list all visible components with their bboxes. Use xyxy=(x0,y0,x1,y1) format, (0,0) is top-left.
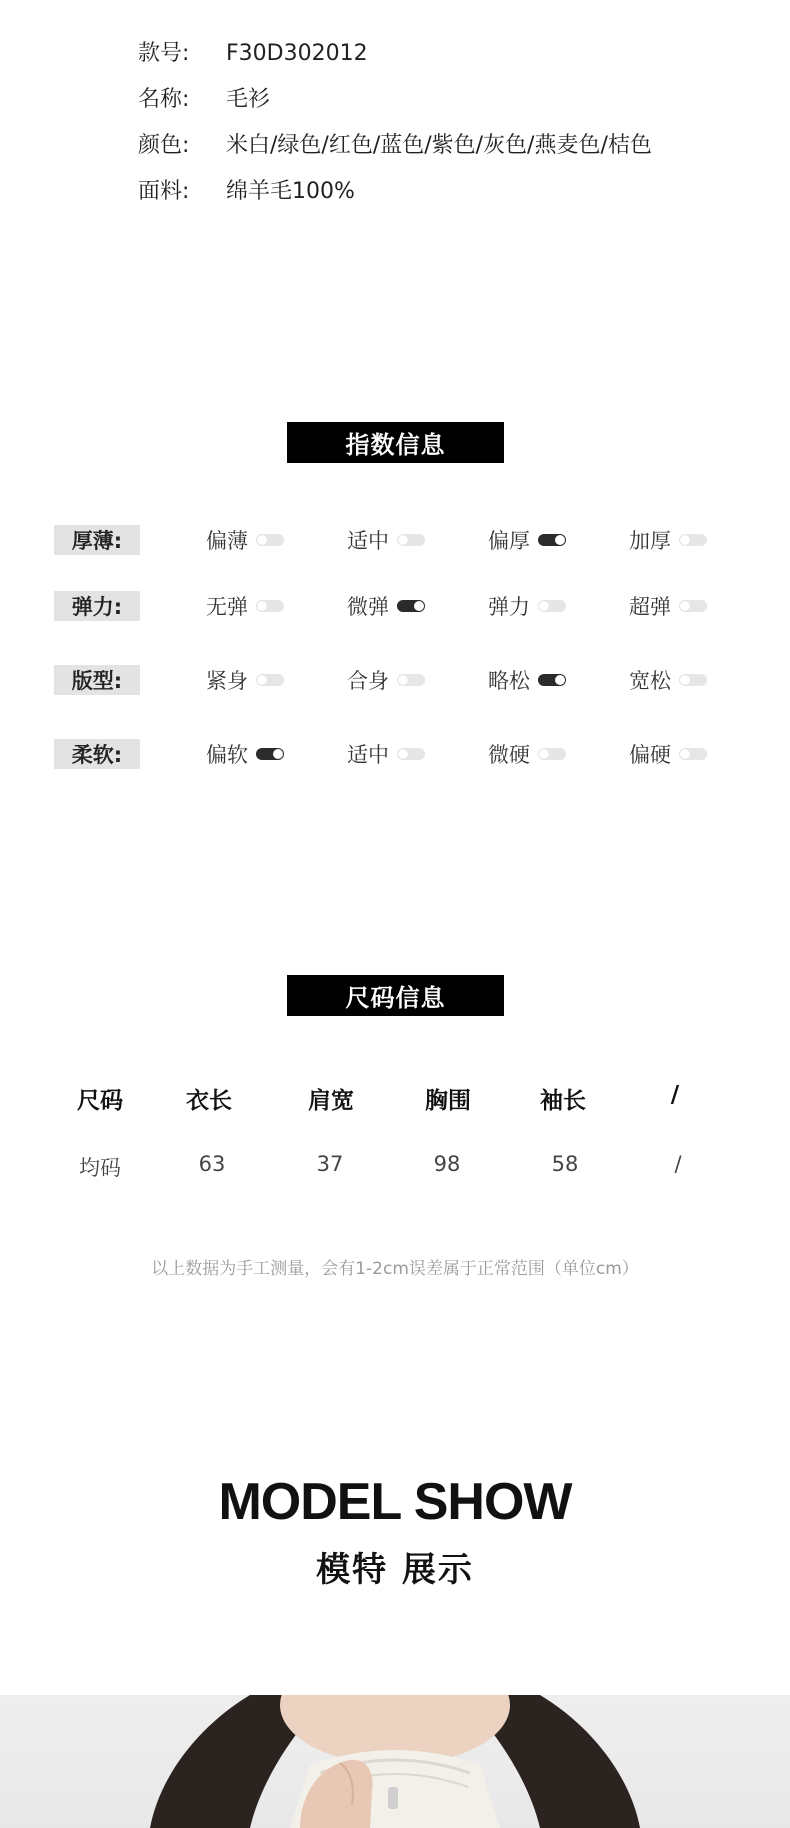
toggle-off-icon xyxy=(397,534,425,546)
attribute-label: 版型: xyxy=(54,665,140,695)
attribute-option-label: 宽松 xyxy=(629,669,671,693)
attribute-option xyxy=(347,739,425,769)
table-header-chest: 胸围 xyxy=(425,1088,471,1114)
toggle-off-icon xyxy=(397,748,425,760)
attribute-label: 厚薄: xyxy=(54,525,140,555)
model-photo xyxy=(0,1695,790,1828)
attribute-option xyxy=(488,665,566,695)
info-value: 米白/绿色/红色/蓝色/紫色/灰色/燕麦色/桔色 xyxy=(226,133,652,158)
table-cell: 58 xyxy=(551,1152,579,1176)
attribute-option xyxy=(206,739,284,769)
toggle-off-icon xyxy=(256,600,284,612)
toggle-off-icon xyxy=(679,748,707,760)
toggle-on-icon xyxy=(538,674,566,686)
attribute-option-label: 偏软 xyxy=(206,743,248,767)
table-cell: 均码 xyxy=(79,1156,121,1180)
attribute-option-label: 适中 xyxy=(347,743,389,767)
toggle-off-icon xyxy=(538,748,566,760)
toggle-on-icon xyxy=(397,600,425,612)
toggle-off-icon xyxy=(538,600,566,612)
toggle-off-icon xyxy=(256,674,284,686)
attribute-option xyxy=(629,591,707,621)
attribute-option-label: 合身 xyxy=(347,669,389,693)
attribute-option-label: 偏薄 xyxy=(206,529,248,553)
toggle-off-icon xyxy=(679,600,707,612)
attribute-option xyxy=(629,665,707,695)
toggle-off-icon xyxy=(397,674,425,686)
info-value: F30D302012 xyxy=(226,41,368,66)
measurement-note: 以上数据为手工测量，会有1-2cm误差属于正常范围（单位cm） xyxy=(151,1259,639,1279)
info-label: 名称: xyxy=(138,87,190,112)
toggle-off-icon xyxy=(256,534,284,546)
info-row-style-number xyxy=(138,36,368,67)
attribute-option-label: 紧身 xyxy=(206,669,248,693)
attribute-row xyxy=(0,739,790,769)
info-row-fabric xyxy=(138,174,355,205)
attribute-option xyxy=(488,739,566,769)
table-header-shoulder: 肩宽 xyxy=(308,1088,354,1114)
table-header-length: 衣长 xyxy=(186,1088,232,1114)
table-header-sleeve: 袖长 xyxy=(540,1088,586,1114)
table-header-size: 尺码 xyxy=(77,1088,123,1114)
size-section-title: 尺码信息 xyxy=(287,975,504,1016)
attribute-option-label: 微弹 xyxy=(347,595,389,619)
info-row-colors xyxy=(138,128,652,159)
table-cell: 37 xyxy=(316,1152,344,1176)
info-label: 颜色: xyxy=(138,133,190,158)
attribute-option-label: 偏硬 xyxy=(629,743,671,767)
attribute-option xyxy=(488,525,566,555)
toggle-off-icon xyxy=(679,534,707,546)
attribute-option xyxy=(488,591,566,621)
toggle-off-icon xyxy=(679,674,707,686)
attribute-option xyxy=(347,665,425,695)
info-label: 款号: xyxy=(138,41,190,66)
attribute-option-label: 略松 xyxy=(488,669,530,693)
attribute-option xyxy=(206,665,284,695)
attribute-option xyxy=(347,591,425,621)
info-value: 毛衫 xyxy=(226,87,271,112)
attribute-option-label: 微硬 xyxy=(488,743,530,767)
info-value: 绵羊毛100% xyxy=(226,179,355,204)
attribute-row xyxy=(0,525,790,555)
info-row-name xyxy=(138,82,270,113)
attribute-option-label: 超弹 xyxy=(629,595,671,619)
model-photo-image xyxy=(0,1695,790,1828)
attribute-option xyxy=(206,591,284,621)
info-label: 面料: xyxy=(138,179,190,204)
attribute-label: 弹力: xyxy=(54,591,140,621)
attribute-option xyxy=(629,739,707,769)
toggle-on-icon xyxy=(256,748,284,760)
table-cell: 98 xyxy=(433,1152,461,1176)
attribute-label: 柔软: xyxy=(54,739,140,769)
table-cell: / xyxy=(674,1152,682,1176)
model-show-title: MODEL SHOW xyxy=(218,1473,572,1531)
attribute-row xyxy=(0,665,790,695)
attribute-row xyxy=(0,591,790,621)
attribute-option-label: 加厚 xyxy=(629,529,671,553)
attribute-option xyxy=(347,525,425,555)
attribute-option-label: 弹力 xyxy=(488,595,530,619)
index-section-title: 指数信息 xyxy=(287,422,504,463)
model-show-subtitle: 模特 展示 xyxy=(316,1550,474,1590)
toggle-on-icon xyxy=(538,534,566,546)
table-header-extra: / xyxy=(670,1082,680,1108)
attribute-option-label: 偏厚 xyxy=(488,529,530,553)
attribute-option-label: 适中 xyxy=(347,529,389,553)
attribute-option xyxy=(206,525,284,555)
attribute-option xyxy=(629,525,707,555)
attribute-option-label: 无弹 xyxy=(206,595,248,619)
table-cell: 63 xyxy=(198,1152,226,1176)
